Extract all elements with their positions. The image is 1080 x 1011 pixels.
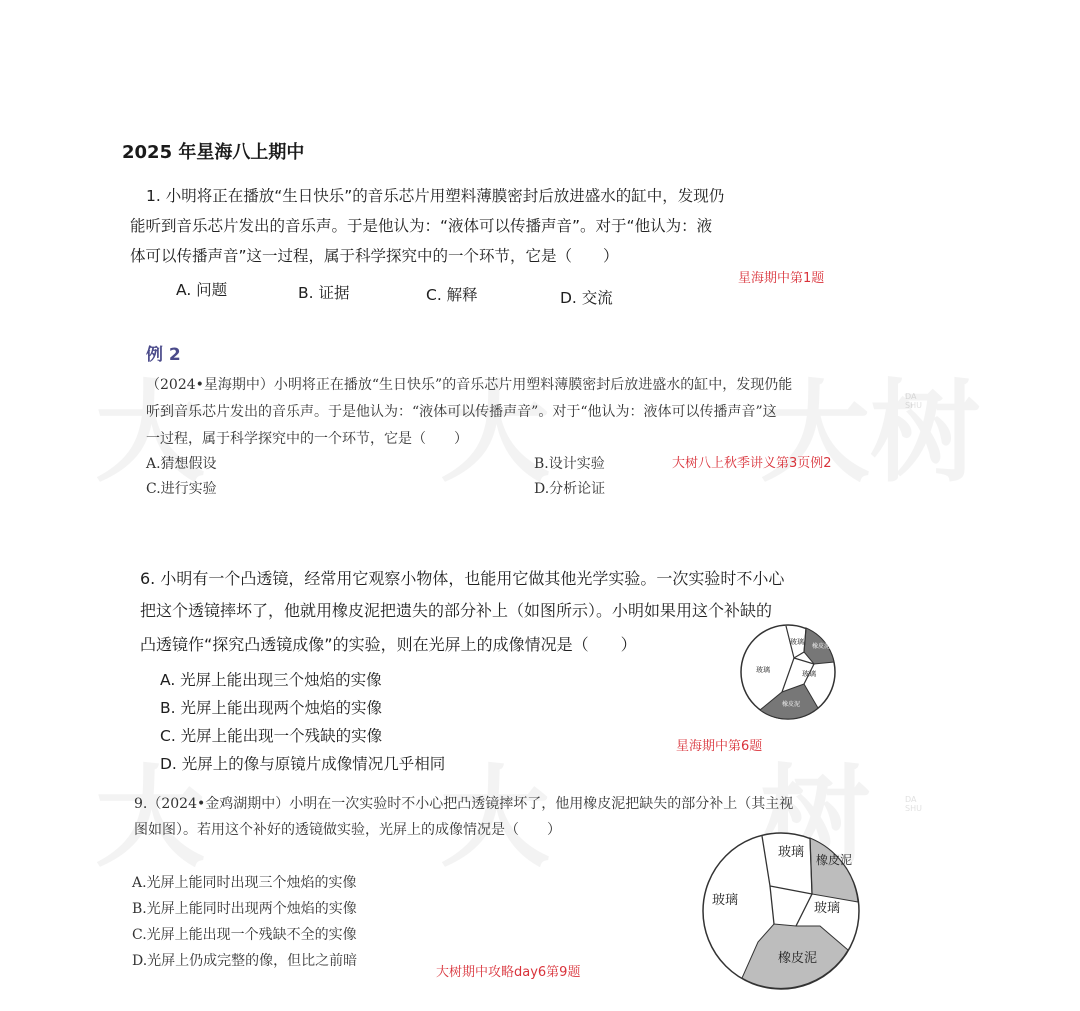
option: A.猜想假设 [146,456,217,472]
example-heading: 例 2 [146,345,181,365]
option: C.光屏上能出现一个残缺不全的实像 [132,927,357,943]
question-line: 把这个透镜摔坏了，他就用橡皮泥把遗失的部分补上（如图所示）。小明如果用这个补缺的 [140,601,773,620]
option: B. 证据 [298,284,350,302]
question-line: 体可以传播声音”这一过程，属于科学探究中的一个环节，它是（ ） [130,247,619,265]
option: A. 光屏上能出现三个烛焰的实像 [160,671,382,689]
option: B.设计实验 [534,456,605,472]
option: A. 问题 [176,281,228,299]
watermark-small: DA SHU [905,392,922,410]
question-line: 1. 小明将正在播放“生日快乐”的音乐芯片用塑料薄膜密封后放进盛水的缸中，发现仍 [146,187,725,205]
example-line: 听到音乐芯片发出的音乐声。于是他认为：“液体可以传播声音”。对于“他认为：液体可以传播声音”这 [146,404,777,420]
option: C. 解释 [426,286,478,304]
diagram-label: 玻璃 [756,666,770,674]
diagram-label: 橡皮泥 [778,951,818,966]
option: D.分析论证 [534,481,606,497]
question-line: 凸透镜作“探究凸透镜成像”的实验，则在光屏上的成像情况是（ ） [140,635,637,654]
option: C. 光屏上能出现一个残缺的实像 [160,727,383,745]
option: A.光屏上能同时出现三个烛焰的实像 [132,875,357,891]
diagram-label: 玻璃 [814,901,841,916]
option: B.光屏上能同时出现两个烛焰的实像 [132,901,357,917]
diagram-label: 玻璃 [802,670,816,678]
example-line: 一过程，属于科学探究中的一个环节，它是（ ） [146,431,468,447]
source-label: 星海期中第6题 [676,739,763,754]
diagram-label: 橡皮泥 [812,643,831,650]
watermark [760,345,980,503]
option: D.光屏上仍成完整的像，但比之前暗 [132,953,358,969]
question-line: 能听到音乐芯片发出的音乐声。于是他认为：“液体可以传播声音”。对于“他认为：液 [130,217,713,235]
option: C.进行实验 [146,481,217,497]
option: D. 交流 [560,289,613,307]
source-label: 大树期中攻略day6第9题 [436,965,581,980]
lens-diagram-large [700,830,862,992]
source-label: 大树八上秋季讲义第3页例2 [672,456,832,471]
option: B. 光屏上能出现两个烛焰的实像 [160,699,382,717]
source-label: 星海期中第1题 [738,271,825,286]
page-title: 2025 年星海八上期中 [122,142,305,163]
question-line: 图如图）。若用这个补好的透镜做实验，光屏上的成像情况是（ ） [134,822,561,838]
example-line: （2024•星海期中）小明将正在播放“生日快乐”的音乐芯片用塑料薄膜密封后放进盛水的缸中，发现仍能 [146,377,793,393]
question-line: 6. 小明有一个凸透镜，经常用它观察小物体，也能用它做其他光学实验。一次实验时不小心 [140,569,785,588]
option: D. 光屏上的像与原镜片成像情况几乎相同 [160,755,446,773]
diagram-label: 玻璃 [790,638,804,646]
diagram-label: 橡皮泥 [782,701,801,708]
lens-diagram-small [738,622,838,722]
diagram-label: 玻璃 [712,893,739,908]
question-line: 9.（2024•金鸡湖期中）小明在一次实验时不小心把凸透镜摔坏了，他用橡皮泥把缺失的部分补上（其主视 [134,796,794,812]
diagram-label: 玻璃 [778,845,805,860]
diagram-label: 橡皮泥 [816,853,853,867]
watermark-small: DA SHU [905,795,922,813]
